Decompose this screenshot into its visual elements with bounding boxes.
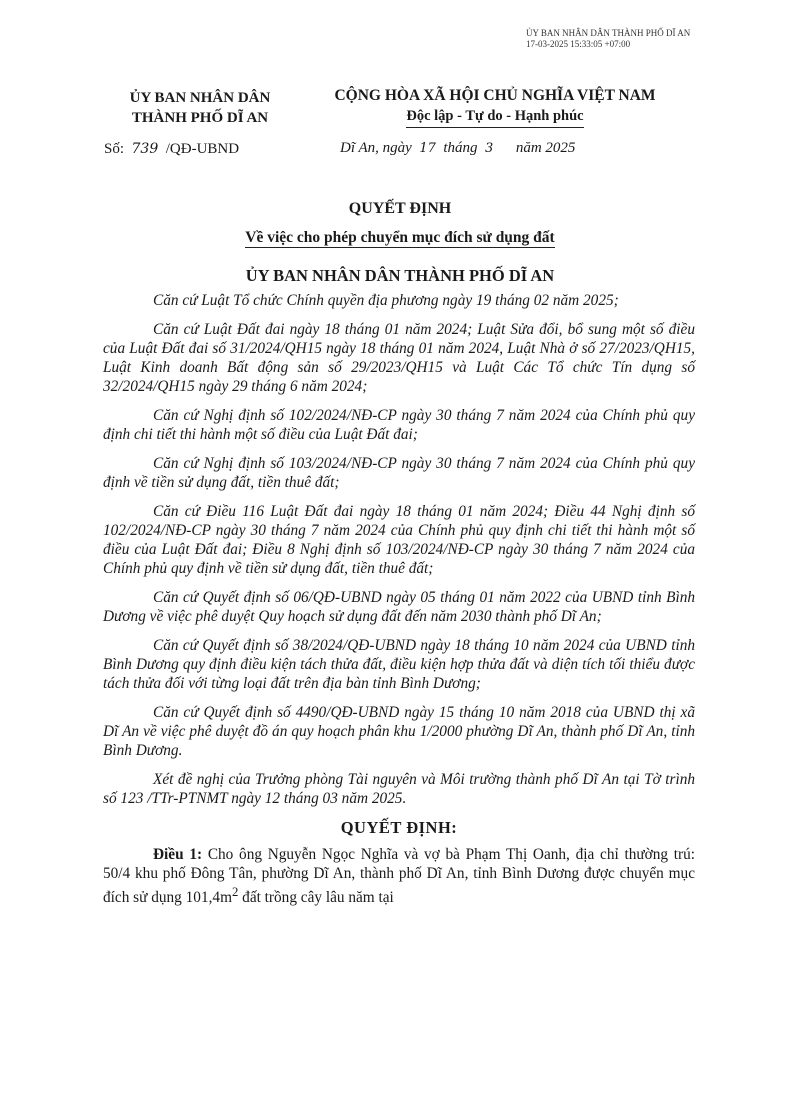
signature-timestamp: 17-03-2025 15:33:05 +07:00	[526, 39, 631, 49]
decision-subject	[0, 229, 800, 247]
preamble-paragraph: Căn cứ Quyết định số 06/QĐ-UBND ngày 05 tháng 01 năm 2022 của UBND tỉnh Bình Dương về việc phê duyệt Quy hoạch sử dụng đất đến năm 2030 thành phố Dĩ An;	[103, 589, 695, 625]
digital-signature-stamp	[526, 28, 690, 50]
preamble-paragraph: Căn cứ Nghị định số 103/2024/NĐ-CP ngày 30 tháng 7 năm 2024 của Chính phủ quy định về tiền sử dụng đất, tiền thuê đất;	[103, 455, 695, 491]
decision-title: QUYẾT ĐỊNH	[348, 200, 452, 217]
preamble-paragraph: Căn cứ Quyết định số 4490/QĐ-UBND ngày 15 tháng 10 năm 2018 của UBND thị xã Dĩ An về việc phê duyệt đồ án quy hoạch phân khu 1/2000 phường Dĩ An, thành phố Dĩ An, tỉnh Bình Dương.	[103, 704, 695, 759]
signature-org: ỦY BAN NHÂN DÂN THÀNH PHỐ DĨ AN	[526, 28, 691, 38]
decision-subject-text: Về việc cho phép chuyển mục đích sử dụng đất	[245, 229, 555, 246]
date-month-label: tháng	[443, 140, 478, 156]
authority-line-1: ỦY BAN NHÂN DÂN	[129, 90, 271, 106]
document-body	[103, 291, 695, 907]
date-prefix: Dĩ An, ngày	[340, 140, 412, 156]
document-number	[104, 141, 239, 158]
decision-heading: QUYẾT ĐỊNH:	[340, 818, 458, 837]
authority-line-2: THÀNH PHỐ DĨ AN	[131, 110, 269, 126]
decision-authority: ỦY BAN NHÂN DÂN THÀNH PHỐ DĨ AN	[245, 266, 555, 285]
document-date	[340, 140, 575, 157]
preamble-paragraph: Căn cứ Luật Đất đai ngày 18 tháng 01 năm 2024; Luật Sửa đổi, bổ sung một số điều của Luật Đất đai số 31/2024/QH15 ngày 18 tháng 01 năm 2024, Luật Nhà ở số 27/2023/QH15, Luật Kinh doanh Bất động sản số 29/2023/QH15 và Luật Các Tổ chức Tín dụng số 32/2024/QH15 ngày 29 tháng 6 năm 2024;	[103, 321, 695, 395]
number-suffix: /QĐ-UBND	[165, 141, 240, 157]
article-1-label: Điều 1:	[153, 846, 203, 863]
national-header	[300, 85, 690, 128]
preamble-paragraph: Căn cứ Luật Tổ chức Chính quyền địa phương ngày 19 tháng 02 năm 2025;	[153, 292, 619, 309]
number-prefix: Số:	[104, 141, 125, 157]
national-title: CỘNG HÒA XÃ HỘI CHỦ NGHĨA VIỆT NAM	[334, 87, 656, 104]
date-year: năm 2025	[515, 140, 576, 156]
article-1	[103, 845, 695, 907]
article-1-text-end: đất trồng cây lâu năm tại	[238, 889, 394, 907]
preamble-paragraph: Căn cứ Nghị định số 102/2024/NĐ-CP ngày 30 tháng 7 năm 2024 của Chính phủ quy định chi tiết thi hành một số điều của Luật Đất đai;	[103, 407, 695, 443]
article-1-superscript: 2	[231, 885, 239, 899]
issuing-authority	[100, 88, 300, 128]
preamble-paragraph: Căn cứ Quyết định số 38/2024/QĐ-UBND ngày 18 tháng 10 năm 2024 của UBND tỉnh Bình Dương quy định điều kiện tách thửa đất, điều kiện hợp thửa đất và diện tích tối thiểu được tách thửa đối với từng loại đất trên địa bàn tỉnh Bình Dương;	[103, 637, 695, 692]
national-motto: Độc lập - Tự do - Hạnh phúc	[406, 106, 583, 128]
number-handwritten: 739	[131, 141, 159, 157]
preamble-paragraph: Căn cứ Điều 116 Luật Đất đai ngày 18 tháng 01 năm 2024; Điều 44 Nghị định số 102/2024/NĐ-CP ngày 30 tháng 7 năm 2024 của Chính phủ quy định chi tiết thi hành một số điều của Luật Đất đai; Điều 8 Nghị định số 103/2024/NĐ-CP ngày 30 tháng 7 năm 2024 của Chính phủ quy định về tiền sử dụng đất, tiền thuê đất;	[103, 503, 695, 577]
date-month: 3	[485, 141, 494, 156]
article-1-text: Cho ông Nguyễn Ngọc Nghĩa và vợ bà Phạm Thị Oanh, địa chỉ thường trú: 50/4 khu phố Đông Tân, phường Dĩ An, thành phố Dĩ An, tỉnh Bình Dương được chuyển mục đích sử dụng 101,4m	[103, 846, 695, 907]
preamble-paragraph: Xét đề nghị của Trưởng phòng Tài nguyên và Môi trường thành phố Dĩ An tại Tờ trình số 123 /TTr-PTNMT ngày 12 tháng 03 năm 2025.	[103, 771, 695, 807]
date-day: 17	[419, 141, 436, 156]
